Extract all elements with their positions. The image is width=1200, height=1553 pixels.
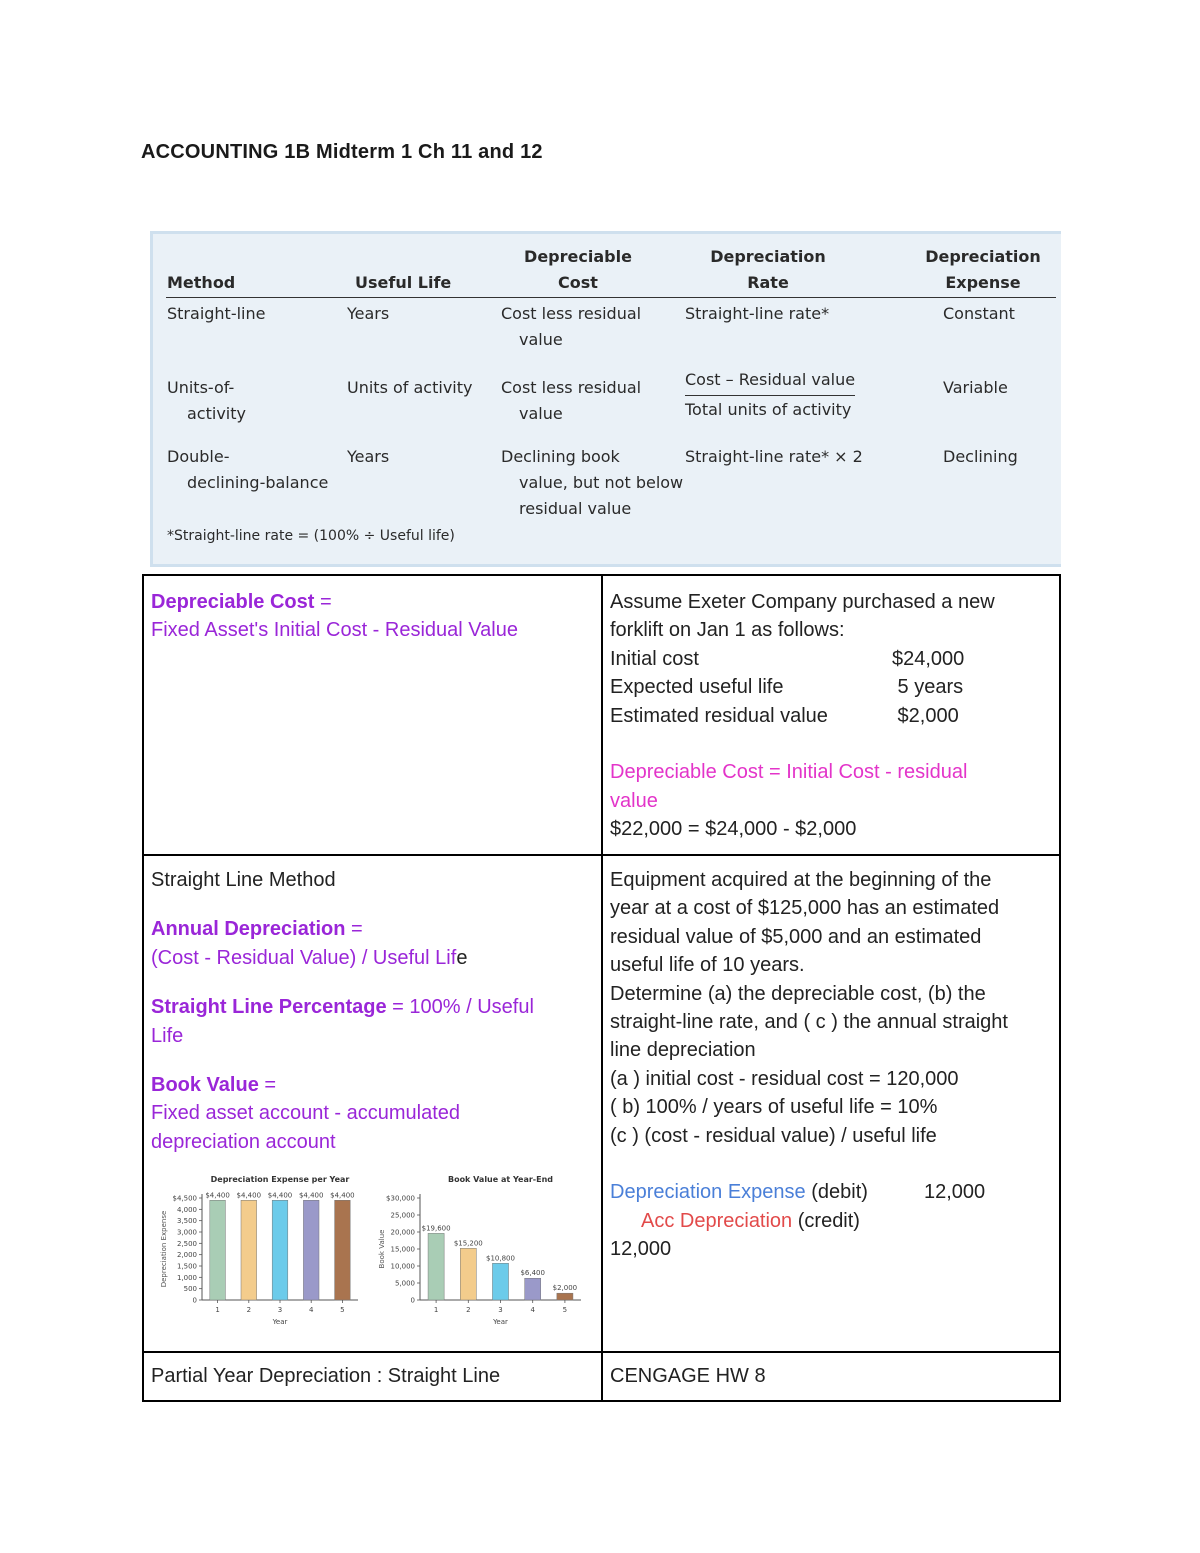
header-rule <box>166 297 1056 298</box>
example-line: residual value of $5,000 and an estimated <box>610 925 982 948</box>
exeter-formula-line1: Depreciable Cost = Initial Cost - residual <box>610 761 968 784</box>
y-tick-label: $4,500 <box>172 1194 197 1203</box>
debit-tag: (debit) <box>805 1181 868 1204</box>
journal-entry-credit <box>610 1207 1055 1235</box>
header-method: Method <box>167 273 236 292</box>
depreciable-cost-term: Depreciable Cost <box>151 591 315 613</box>
row-divider-1 <box>144 854 1059 856</box>
exeter-result: $22,000 = $24,000 - $2,000 <box>610 818 857 841</box>
example-line: useful life of 10 years. <box>610 954 805 977</box>
exeter-example <box>610 588 1055 844</box>
example-line: Equipment acquired at the beginning of the <box>610 869 992 891</box>
straight-line-heading: Straight Line Method <box>151 869 336 891</box>
row1-life: Years <box>347 304 390 323</box>
depreciation-methods-figure <box>150 231 1061 567</box>
chart-title: Depreciation Expense per Year <box>210 1175 350 1184</box>
y-tick-label: 10,000 <box>390 1262 415 1271</box>
item-value: $24,000 <box>892 647 965 670</box>
x-tick-label: 1 <box>215 1306 220 1314</box>
bar <box>525 1278 541 1300</box>
x-tick-label: 3 <box>277 1306 283 1314</box>
x-tick-label: 3 <box>498 1306 503 1314</box>
y-tick-label: 20,000 <box>390 1228 415 1237</box>
exeter-item-initial-cost <box>610 645 1055 673</box>
equipment-example <box>610 866 1055 1264</box>
header-depreciable-cost-line1: Depreciable <box>524 247 632 266</box>
example-line: line depreciation <box>610 1039 756 1062</box>
bar-data-label: $4,400 <box>236 1191 262 1200</box>
book-value-chart <box>374 1172 589 1330</box>
equals-sign: = <box>345 918 363 941</box>
book-value-formula-line2: depreciation account <box>151 1130 336 1153</box>
item-value: 5 years <box>892 676 964 699</box>
x-tick-label: 5 <box>340 1306 345 1314</box>
equipment-example-lines <box>610 866 1055 1150</box>
row2-cost-line1: Cost less residual <box>501 378 642 397</box>
debit-account: Depreciation Expense <box>610 1181 806 1204</box>
row2-rate-denominator: Total units of activity <box>685 400 852 419</box>
annual-depreciation-formula-tail: e <box>456 946 468 969</box>
item-value: $2,000 <box>892 704 959 727</box>
x-tick-label: 4 <box>530 1306 535 1314</box>
header-useful-life: Useful Life <box>355 273 452 292</box>
straight-line-percentage-formula: = 100% / Useful <box>386 996 534 1019</box>
row2-rate-numerator: Cost – Residual value <box>685 370 856 389</box>
y-tick-label: 5,000 <box>394 1279 415 1288</box>
header-expense-line1: Depreciation <box>925 247 1041 266</box>
fraction-bar <box>685 395 855 396</box>
item-label: Expected useful life <box>610 676 784 699</box>
column-divider <box>601 576 603 1400</box>
exeter-intro-line1: Assume Exeter Company purchased a new <box>610 591 995 613</box>
document-title: ACCOUNTING 1B Midterm 1 Ch 11 and 12 <box>141 141 543 163</box>
x-tick-label: 1 <box>433 1306 439 1314</box>
straight-line-percentage-formula-line2: Life <box>151 1024 184 1047</box>
row1-cost-line2: value <box>519 330 563 349</box>
x-tick-label: 5 <box>562 1306 568 1314</box>
bar <box>272 1200 288 1300</box>
x-tick-label: 2 <box>466 1306 471 1314</box>
credit-account: Acc Depreciation <box>641 1209 793 1232</box>
equals-sign: = <box>258 1074 277 1097</box>
bar <box>241 1200 257 1300</box>
example-line: straight-line rate, and ( c ) the annual straight <box>610 1011 1008 1034</box>
row2-life: Units of activity <box>347 378 473 397</box>
item-label: Estimated residual value <box>610 704 828 727</box>
annual-depreciation-formula: (Cost - Residual Value) / Useful Lif <box>151 946 457 969</box>
header-depreciable-cost-line2: Cost <box>558 273 598 292</box>
row-divider-2 <box>144 1351 1059 1353</box>
bar <box>492 1263 508 1300</box>
row3-expense: Declining <box>943 447 1018 466</box>
exeter-formula-line2: value <box>610 789 658 812</box>
straight-line-notes <box>151 866 591 1156</box>
exeter-intro-line2: forklift on Jan 1 as follows: <box>610 619 845 642</box>
row1-rate: Straight-line rate* <box>685 304 830 323</box>
straight-line-footnote: *Straight-line rate = (100% ÷ Useful life) <box>167 528 455 544</box>
row1-method: Straight-line <box>167 304 266 323</box>
y-tick-label: 500 <box>183 1285 197 1294</box>
row3-cost-line1: Declining book <box>501 447 620 466</box>
row3-rate: Straight-line rate* × 2 <box>685 447 863 466</box>
header-rate-line1: Depreciation <box>710 247 826 266</box>
row2-cost-line2: value <box>519 404 563 423</box>
row3-life: Years <box>347 447 390 466</box>
credit-tag: (credit) <box>792 1209 860 1232</box>
header-rate-line2: Rate <box>747 273 789 292</box>
y-axis-label: Book Value <box>378 1229 386 1269</box>
bar-data-label: $4,400 <box>205 1191 230 1200</box>
bar-data-label: $4,400 <box>330 1191 355 1200</box>
exeter-item-residual-value <box>610 702 1055 730</box>
book-value-formula-line1: Fixed asset account - accumulated <box>151 1102 461 1125</box>
y-tick-label: 0 <box>192 1296 197 1305</box>
bar-data-label: $10,800 <box>486 1254 515 1263</box>
row3-cost-line3: residual value <box>519 499 632 518</box>
row2-method-line1: Units-of- <box>167 378 235 397</box>
row3-cost-line2: value, but not below <box>519 473 684 492</box>
x-tick-label: 2 <box>246 1306 252 1314</box>
x-tick-label: 4 <box>308 1306 314 1314</box>
chart-title: Book Value at Year-End <box>447 1175 554 1184</box>
depreciable-cost-formula: Fixed Asset's Initial Cost - Residual Value <box>151 619 518 642</box>
y-tick-label: 2,000 <box>176 1251 197 1260</box>
depreciable-cost-definition <box>151 588 591 645</box>
notes-table <box>142 574 1061 1402</box>
y-tick-label: 1,500 <box>176 1262 197 1271</box>
exeter-item-useful-life <box>610 673 1055 701</box>
y-tick-label: 3,500 <box>176 1217 197 1226</box>
bar-data-label: $6,400 <box>520 1269 545 1278</box>
cengage-hw: CENGAGE HW 8 <box>610 1365 766 1387</box>
bar-data-label: $15,200 <box>453 1239 483 1248</box>
depreciation-expense-chart <box>156 1172 366 1330</box>
row1-expense: Constant <box>943 304 1015 323</box>
bar <box>428 1233 444 1300</box>
y-tick-label: 25,000 <box>390 1211 415 1220</box>
example-line: (a ) initial cost - residual cost = 120,000 <box>610 1067 959 1090</box>
straight-line-percentage-term: Straight Line Percentage <box>151 996 387 1019</box>
row2-method-line2: activity <box>187 404 246 423</box>
journal-entry-debit <box>610 1178 1055 1206</box>
partial-year-depreciation: Partial Year Depreciation : Straight Line <box>151 1365 501 1387</box>
equals-sign: = <box>314 591 332 613</box>
y-tick-label: 2,500 <box>176 1239 197 1248</box>
example-line: ( b) 100% / years of useful life = 10% <box>610 1096 938 1119</box>
header-expense-line2: Expense <box>945 273 1021 292</box>
x-axis-label: Year <box>493 1318 508 1326</box>
example-line: year at a cost of $125,000 has an estimated <box>610 897 1000 920</box>
bar <box>335 1200 351 1300</box>
bar <box>460 1248 476 1300</box>
y-tick-label: 4,000 <box>176 1205 197 1214</box>
row1-cost-line1: Cost less residual <box>501 304 642 323</box>
y-tick-label: 3,000 <box>176 1228 197 1237</box>
y-tick-label: $30,000 <box>386 1194 415 1203</box>
bar-data-label: $4,400 <box>267 1191 293 1200</box>
bar-data-label: $19,600 <box>421 1224 451 1233</box>
bar-data-label: $2,000 <box>552 1284 578 1293</box>
y-axis-label: Depreciation Expense <box>160 1210 168 1288</box>
annual-depreciation-term: Annual Depreciation <box>151 918 346 941</box>
bar <box>557 1293 573 1300</box>
example-line: Determine (a) the depreciable cost, (b) the <box>610 982 986 1005</box>
row2-expense: Variable <box>943 378 1008 397</box>
credit-amount: 12,000 <box>610 1238 672 1261</box>
x-axis-label: Year <box>272 1318 288 1326</box>
debit-amount: 12,000 <box>924 1181 986 1204</box>
row3-method-line1: Double- <box>167 447 230 466</box>
book-value-term: Book Value <box>151 1074 259 1097</box>
item-label: Initial cost <box>610 647 699 670</box>
y-tick-label: 1,000 <box>176 1273 197 1282</box>
y-tick-label: 15,000 <box>390 1245 415 1254</box>
y-tick-label: 0 <box>410 1296 415 1305</box>
bar <box>210 1200 226 1300</box>
bar-data-label: $4,400 <box>298 1191 324 1200</box>
bar <box>303 1200 319 1300</box>
example-line: (c ) (cost - residual value) / useful life <box>610 1124 937 1147</box>
row3-method-line2: declining-balance <box>187 473 329 492</box>
